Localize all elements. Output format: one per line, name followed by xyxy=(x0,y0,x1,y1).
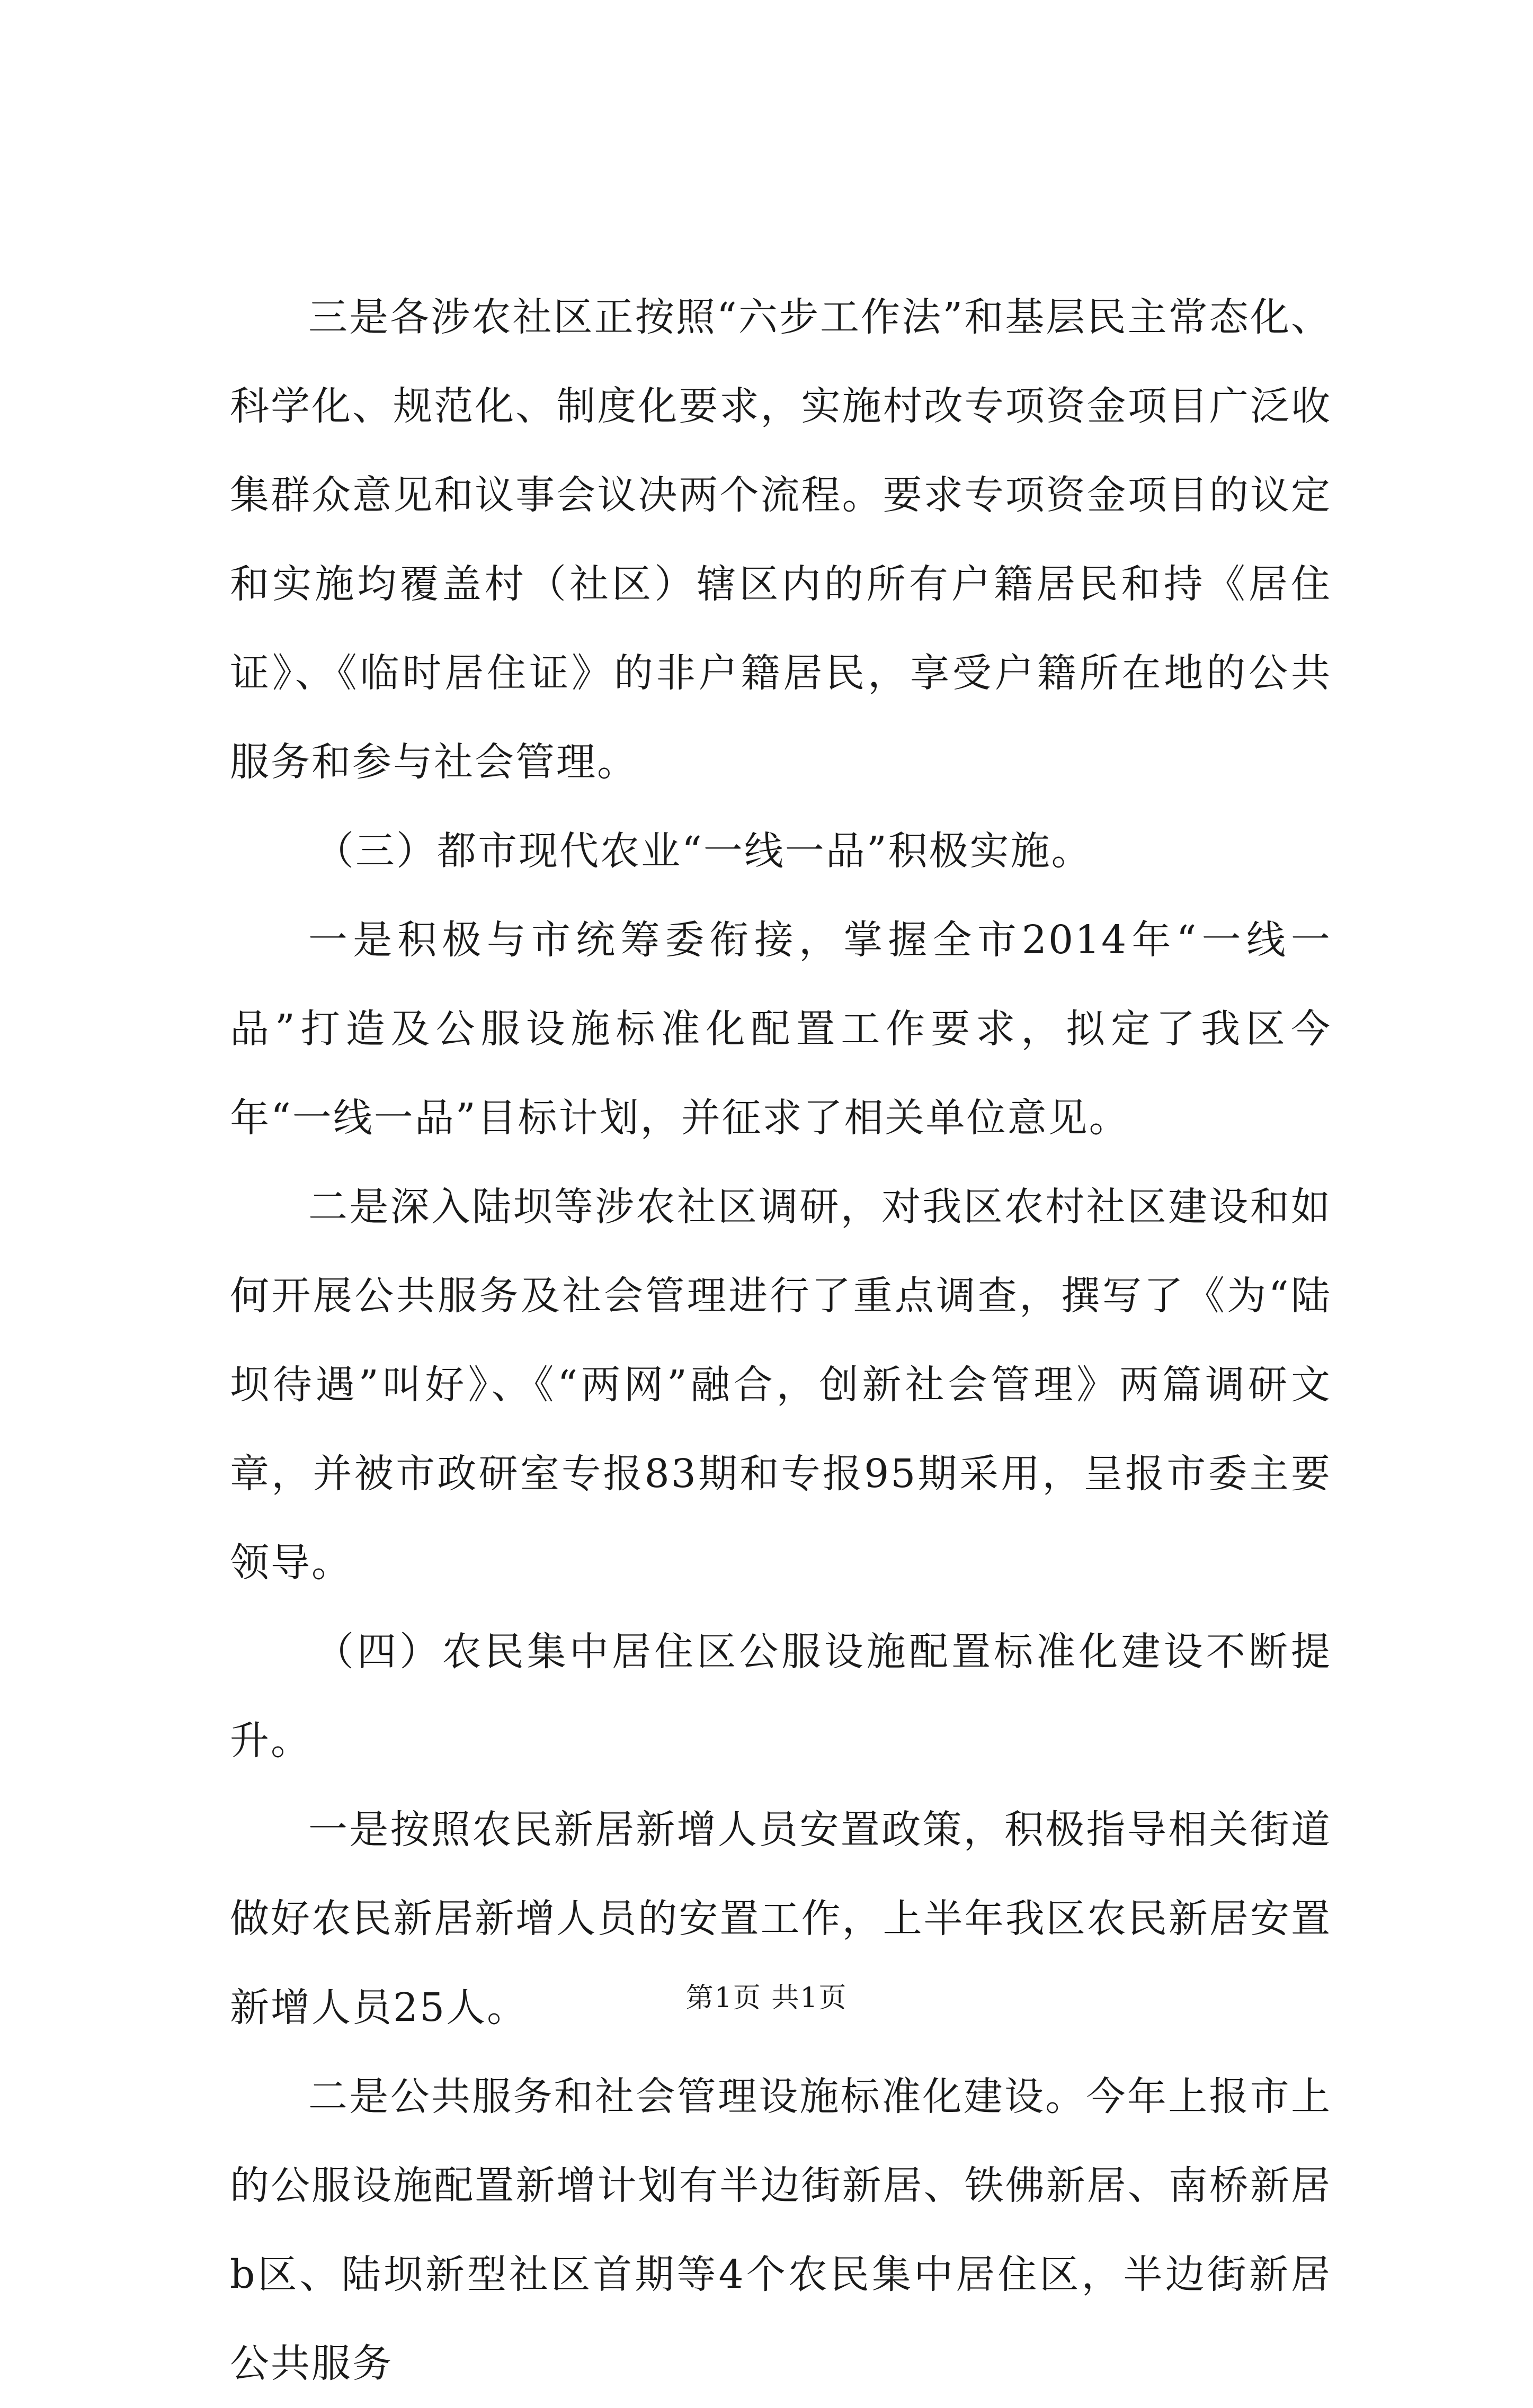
paragraph-standardization: 二是公共服务和社会管理设施标准化建设。今年上报市上的公服设施配置新增计划有半边街新居、铁佛新居、南桥新居b区、陆坝新型社区首期等4个农民集中居住区，半边街新居公共服务 xyxy=(230,2074,1332,2386)
paragraph-social-management: 三是各涉农社区正按照“六步工作法”和基层民主常态化、科学化、规范化、制度化要求，实施村改专项资金项目广泛收集群众意见和议事会议决两个流程。要求专项资金项目的议定和实施均覆盖村（社区）辖区内的所有户籍居民和持《居住证》、《临时居住证》的非户籍居民，享受户籍所在地的公共服务和参与社会管理。 xyxy=(230,294,1332,785)
paragraph-one-line-one-product: 一是积极与市统筹委衔接，掌握全市2014年“一线一品”打造及公服设施标准化配置工作要求，拟定了我区今年“一线一品”目标计划，并征求了相关单位意见。 xyxy=(230,917,1332,1141)
paragraph-resettlement: 一是按照农民新居新增人员安置政策，积极指导相关街道做好农民新居新增人员的安置工作，上半年我区农民新居安置新增人员25人。 xyxy=(230,1807,1332,2030)
page-number-footer: 第1页 共1页 xyxy=(685,1982,848,2014)
section-heading-three: （三）都市现代农业“一线一品”积极实施。 xyxy=(315,828,1092,874)
section-heading-four: （四）农民集中居住区公服设施配置标准化建设不断提升。 xyxy=(230,1629,1332,1764)
paragraph-research: 二是深入陆坝等涉农社区调研，对我区农村社区建设和如何开展公共服务及社会管理进行了重点调查，撰写了《为“陆坝待遇”叫好》、《“两网”融合，创新社会管理》两篇调研文章，并被市政研室专报83期和专报95期采用，呈报市委主要领导。 xyxy=(230,1184,1332,1586)
document-body xyxy=(230,273,1332,2408)
